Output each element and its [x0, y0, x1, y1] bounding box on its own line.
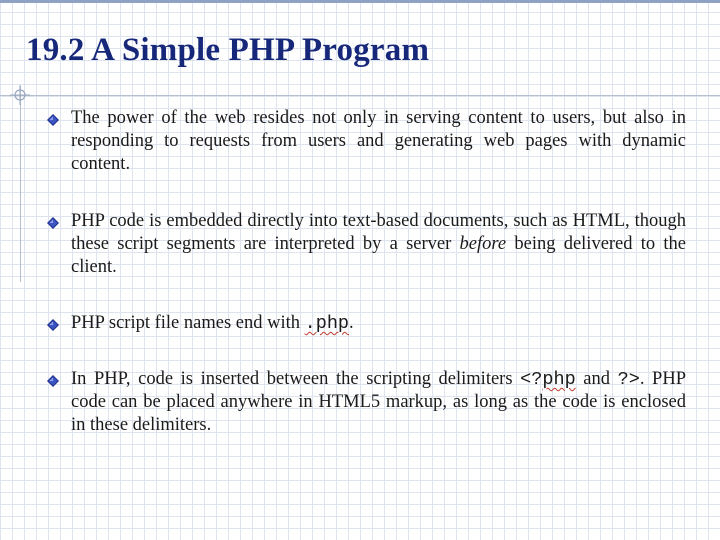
emphasis-text: before	[459, 234, 507, 254]
bullet-text-part: . PHP code can be placed anywhere in HTML5 markup, as long as the code is enclosed in these delimiters.	[71, 369, 686, 435]
code-close-delimiter: ?>	[617, 369, 640, 390]
bullet-item	[44, 210, 686, 279]
bullet-text: The power of the web resides not only in serving content to users, but also in responding to requests from users and generating web pages with dynamic content.	[71, 108, 686, 174]
bullet-text-part: and	[575, 369, 618, 389]
diamond-bullet-icon	[47, 217, 59, 229]
bullet-text-part: .	[349, 313, 354, 333]
top-border	[0, 0, 720, 3]
bullet-text	[71, 210, 686, 279]
title-divider	[0, 95, 720, 96]
bullet-item	[44, 107, 686, 176]
diamond-bullet-icon	[47, 375, 59, 387]
code-extension: .php	[304, 313, 350, 334]
bullet-text	[71, 368, 686, 437]
bullet-text-part: PHP code is embedded directly into text-based documents, such as HTML, though these script segments are interpreted by a server	[71, 211, 686, 254]
diamond-bullet-icon	[47, 319, 59, 331]
code-open-delimiter-lt: <?	[520, 369, 543, 390]
bullet-text	[71, 312, 686, 335]
code-open-delimiter-php: php	[542, 369, 576, 390]
left-margin-rule	[20, 86, 21, 282]
bullet-item	[44, 312, 686, 335]
bullet-text-part: In PHP, code is inserted between the scripting delimiters	[71, 369, 521, 389]
slide-title: 19.2 A Simple PHP Program	[26, 32, 430, 68]
bullet-item	[44, 368, 686, 437]
bullet-list	[44, 107, 686, 437]
diamond-bullet-icon	[47, 114, 59, 126]
bullet-text-part: being delivered to the client.	[71, 234, 686, 277]
crosshair-corner-icon	[10, 85, 30, 105]
bullet-text-part: PHP script file names end with	[71, 313, 305, 333]
